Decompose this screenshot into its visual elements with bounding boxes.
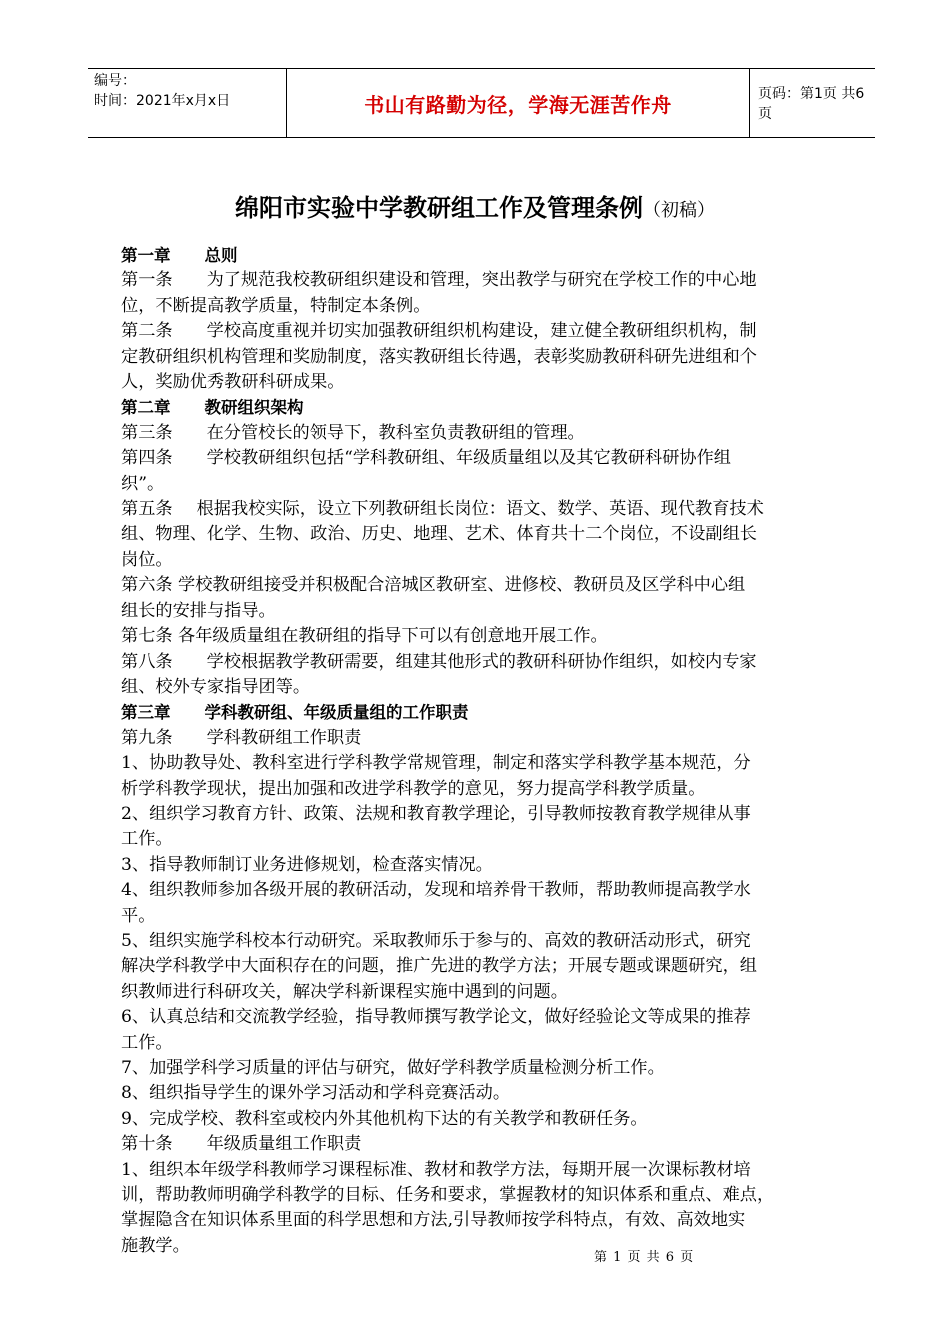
header-meta [88, 69, 286, 137]
article-8 [121, 650, 833, 675]
article-text: 根据我校实际，设立下列教研组长岗位：语文、数学、英语、现代教育技术 [196, 499, 764, 520]
header-page-info: 页码：第1页 共6页 [758, 86, 865, 122]
list-item: 5、组织实施学科校本行动研究。采取教师乐于参与的、高效的教研活动形式，研究 [121, 930, 751, 951]
article-5-cont: 组、物理、化学、生物、政治、历史、地理、艺术、体育共十二个岗位，不设副组长 [121, 524, 757, 545]
article-text: 年级质量组工作职责 [206, 1134, 362, 1155]
article-6-cont: 组长的安排与指导。 [121, 600, 276, 621]
title-suffix: （初稿） [643, 200, 715, 221]
page-header [88, 68, 875, 138]
article-9 [121, 726, 833, 751]
article-number: 第十条 [121, 1134, 173, 1155]
list-item-cont: 掌握隐含在知识体系里面的科学思想和方法,引导教师按学科特点，有效、高效地实 [121, 1210, 746, 1231]
chapter-number: 第三章 [121, 703, 171, 723]
article-text: 学校根据教学教研需要，组建其他形式的教研科研协作组织，如校内专家 [206, 651, 757, 672]
article-1-cont: 位，不断提高教学质量，特制定本条例。 [121, 295, 431, 316]
article-number: 第三条 [121, 422, 173, 443]
article-number: 第二条 [121, 321, 173, 342]
article-1 [121, 268, 833, 293]
list-item: 3、指导教师制订业务进修规划，检查落实情况。 [121, 854, 493, 875]
header-motto-cell [286, 69, 750, 137]
list-item: 2、组织学习教育方针、政策、法规和教育教学理论，引导教师按教育教学规律从事 [121, 803, 751, 824]
article-text: 学科教研组工作职责 [206, 727, 362, 748]
title-main: 绵阳市实验中学教研组工作及管理条例 [235, 194, 643, 222]
article-number: 第四条 [121, 448, 173, 469]
chapter-heading [121, 395, 833, 420]
article-6: 第六条 学校教研组接受并积极配合涪城区教研室、进修校、教研员及区学科中心组 [121, 575, 746, 596]
chapter-title: 学科教研组、年级质量组的工作职责 [204, 703, 469, 723]
list-item: 1、协助教导处、教科室进行学科教学常规管理，制定和落实学科教学基本规范，分 [121, 753, 751, 774]
list-item-cont: 工作。 [121, 829, 173, 850]
chapter-number: 第二章 [121, 398, 171, 418]
article-2-cont: 定教研组织机构管理和奖励制度，落实教研组长待遇，表彰奖励教研科研先进组和个 [121, 346, 757, 367]
list-item-cont: 析学科教学现状，提出加强和改进学科教学的意见，努力提高学科教学质量。 [121, 778, 706, 799]
article-text: 在分管校长的领导下，教科室负责教研组的管理。 [206, 422, 585, 443]
list-item-cont: 解决学科教学中大面积存在的问题，推广先进的教学方法；开展专题或课题研究，组 [121, 956, 757, 977]
article-4 [121, 446, 833, 471]
chapter-title: 总则 [204, 246, 238, 265]
chapter-title: 教研组织架构 [204, 398, 304, 418]
article-number: 第八条 [121, 651, 173, 672]
chapter-heading [121, 700, 833, 725]
article-number: 第九条 [121, 727, 173, 748]
article-5 [121, 497, 833, 522]
list-item-cont: 工作。 [121, 1032, 173, 1053]
article-5-cont: 岗位。 [121, 549, 173, 570]
article-text: 为了规范我校教研组织建设和管理，突出教学与研究在学校工作的中心地 [206, 270, 757, 291]
list-item-cont: 训，帮助教师明确学科教学的目标、任务和要求，掌握教材的知识体系和重点、难点， [121, 1185, 775, 1206]
article-3 [121, 421, 833, 446]
list-item: 7、加强学科学习质量的评估与研究，做好学科教学质量检测分析工作。 [121, 1058, 665, 1078]
chapter-number: 第一章 [121, 246, 171, 265]
header-time-label: 时间：2021年x月x日 [94, 93, 231, 109]
article-text: 学校高度重视并切实加强教研组织机构建设，建立健全教研组织机构，制 [206, 321, 757, 342]
page-footer: 第 1 页 共 6 页 [594, 1250, 695, 1265]
article-7: 第七条 各年级质量组在教研组的指导下可以有创意地开展工作。 [121, 626, 608, 647]
document-title [0, 188, 950, 223]
list-item: 6、认真总结和交流教学经验，指导教师撰写教学论文，做好经验论文等成果的推荐 [121, 1007, 751, 1028]
list-item: 4、组织教师参加各级开展的教研活动，发现和培养骨干教师，帮助教师提高教学水 [121, 880, 751, 901]
list-item: 8、组织指导学生的课外学习活动和学科竞赛活动。 [121, 1083, 511, 1104]
list-item: 9、完成学校、教科室或校内外其他机构下达的有关教学和教研任务。 [121, 1108, 648, 1129]
article-2-cont: 人，奖励优秀教研科研成果。 [121, 372, 345, 393]
article-4-cont: 织”。 [121, 473, 165, 494]
article-text: 学校教研组织包括“学科教研组、年级质量组以及其它教研科研协作组 [206, 448, 731, 469]
article-2 [121, 319, 833, 344]
article-number: 第五条 [121, 499, 173, 520]
header-motto: 书山有路勤为径，学海无涯苦作舟 [364, 92, 672, 117]
list-item-cont: 织教师进行科研攻关，解决学科新课程实施中遇到的问题。 [121, 981, 568, 1002]
document-body [121, 243, 833, 1259]
article-8-cont: 组、校外专家指导团等。 [121, 676, 311, 697]
list-item: 1、组织本年级学科教师学习课程标准、教材和教学方法，每期开展一次课标教材培 [121, 1159, 751, 1180]
chapter-heading [121, 243, 833, 268]
header-number-label: 编号： [94, 73, 136, 89]
article-10 [121, 1132, 833, 1157]
list-item-cont: 施教学。 [121, 1235, 190, 1256]
list-item-cont: 平。 [121, 905, 156, 926]
article-number: 第一条 [121, 270, 173, 291]
